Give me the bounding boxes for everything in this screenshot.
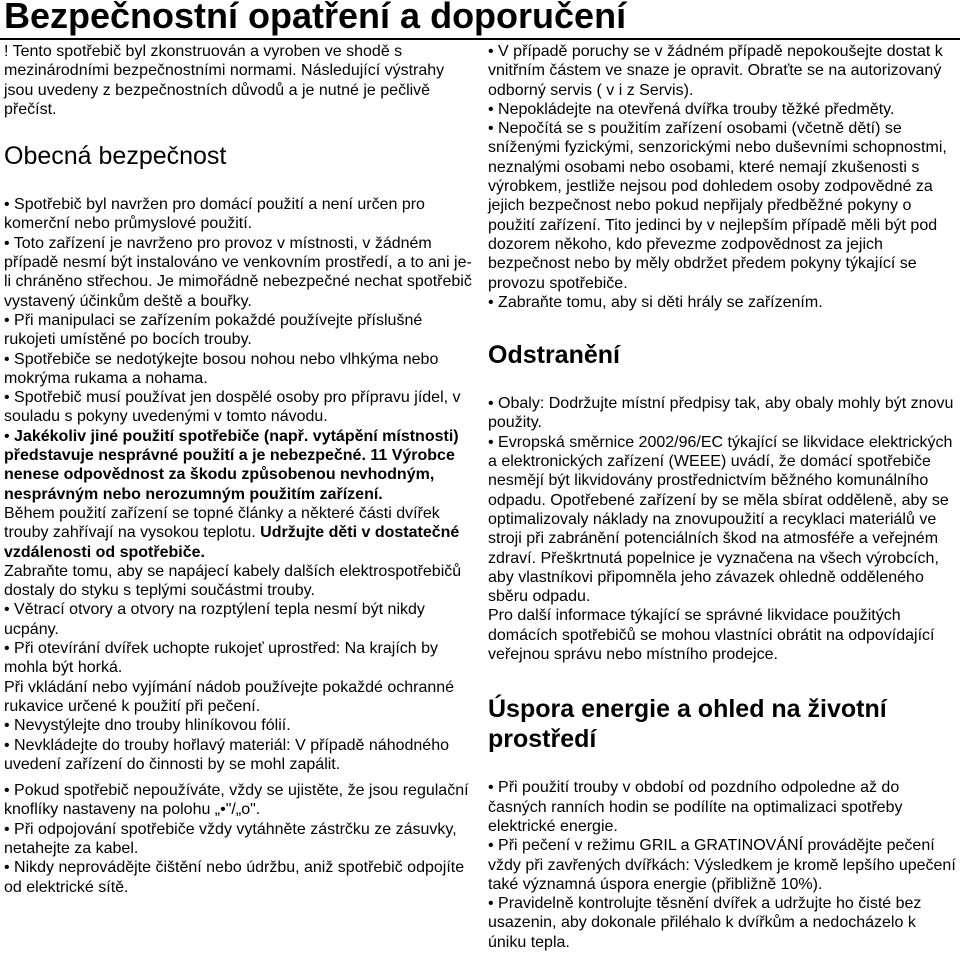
heading-disposal: Odstranění [488,341,620,370]
list-item: • Nikdy neprovádějte čištění nebo údržbu, aniž spotřebič odpojíte od elektrické sítě. [4,858,472,897]
spacer [4,774,472,781]
list-item: • Při otevírání dvířek uchopte rukojeť uprostřed: Na krajích by mohla být horká. [4,639,472,678]
list-item: • Pokud spotřebič nepoužíváte, vždy se ujistěte, že jsou regulační knoflíky nastaveny na polohu „•"/„o". [4,781,472,820]
list-item: • Toto zařízení je navrženo pro provoz v místnosti, v žádném případě nesmí být instalováno ve venkovním prostředí, a to ani je-li chráněno střechou. Je mimořádně nebezpečné nechat spotřebič vystavený účinkům deště a bouřky. [4,234,472,311]
heading-general-safety: Obecná bezpečnost [4,142,227,171]
right-column [488,42,956,952]
paragraph: Zabraňte tomu, aby se napájecí kabely dalších elektrospotřebičů dostaly do styku s teplými součástmi trouby. [4,562,462,600]
list-item: • V případě poruchy se v žádném případě nepokoušejte dostat k vnitřním částem ve snaze je opravit. Obraťte se na autorizovaný odborný servis ( v i z Servis). [488,42,956,100]
list-item: • Při použití trouby v období od pozdního odpoledne až do časných ranních hodin se podílíte na optimalizaci spotřeby elektrické energie. [488,778,956,836]
paragraph-text: Během použití zařízení se topné články a některé části dvířek trouby zahřívají na vysokou teplotu. [4,504,440,542]
list-item: • Při manipulaci se zařízením pokaždé používejte příslušné rukojeti umístěné po bocích trouby. [4,311,472,350]
list-item: • Spotřebiče se nedotýkejte bosou nohou nebo vlhkýma nebo mokrýma rukama a nohama. [4,350,472,389]
paragraph: Při vkládání nebo vyjímání nádob používejte pokaždé ochranné rukavice určené k použití při pečení. [4,678,455,715]
title-rule [0,38,960,40]
list-item: • Větrací otvory a otvory na rozptýlení tepla nesmí být nikdy ucpány. [4,600,472,639]
list-item: • Nevystýlejte dno trouby hliníkovou fólií. [4,716,472,735]
left-column [4,42,472,897]
list-item: • Zabraňte tomu, aby si děti hrály se zařízením. [488,293,956,312]
bold-warning: Udržujte děti v dostatečné vzdálenosti od spotřebiče. [4,524,460,561]
paragraph [4,504,472,562]
heading-energy-saving: Úspora energie a ohled na životní prostředí [488,695,887,754]
list-item-bold [4,427,472,504]
list-item: • Nevkládejte do trouby hořlavý materiál: V případě náhodného uvedení zařízení do činnosti by se mohl zapálit. [4,736,472,775]
list-item: • Pravidelně kontrolujte těsnění dvířek a udržujte ho čisté bez usazenin, aby dokonale přiléhalo k dvířkům a nedocházelo k úniku tepla. [488,894,956,952]
list-item: • Při pečení v režimu GRIL a GRATINOVÁNÍ provádějte pečení vždy při zavřených dvířkách: Výsledkem je kromě lepšího upečení také významná úspora energie (přibližně 10%). [488,836,956,894]
list-item: • Nepočítá se s použitím zařízení osobami (včetně dětí) se sníženými fyzickými, senzorickými nebo duševními schopnostmi, neznalými osobami nebo osobami, které nemají zkušenosti s výrobkem, jestliže nejsou pod dohledem osoby zodpovědné za jejich bezpečnost nebo pokud nepřijaly předběžné pokyny o použití zařízení. Tito jedinci by v nejlepším případě měli být pod dozorem někoho, kdo převezme zodpovědnost za jejich bezpečnost nebo by měly obdržet předem pokyny týkající se provozu spotřebiče. [488,119,956,293]
list-item: • Obaly: Dodržujte místní předpisy tak, aby obaly mohly být znovu použity. [488,394,956,433]
list-item: • Spotřebič byl navržen pro domácí použití a není určen pro komerční nebo průmyslové použití. [4,195,472,234]
paragraph: Pro další informace týkající se správné likvidace použitých domácích spotřebičů se mohou vlastníci obrátit na odpovídající veřejnou správu nebo místního prodejce. [488,607,935,664]
list-item: • Nepokládejte na otevřená dvířka trouby těžké předměty. [488,100,956,119]
list-item: • Spotřebič musí používat jen dospělé osoby pro přípravu jídel, v souladu s pokyny uvedenými v tomto návodu. [4,388,472,427]
list-item: • Při odpojování spotřebiče vždy vytáhněte zástrčku ze zásuvky, netahejte za kabel. [4,820,472,859]
page-title: Bezpečnostní opatření a doporučení [4,0,627,36]
intro-text: ! Tento spotřebič byl zkonstruován a vyroben ve shodě s mezinárodními bezpečnostními normami. Následující výstrahy jsou uvedeny z bezpečnostních důvodů a je nutné je pečlivě přečíst. [4,43,445,118]
bold-warning: Jakékoliv jiné použití spotřebiče (např. vytápění místnosti) představuje nesprávné použití a je nebezpečné. 11 Výrobce nenese odpovědnost za škodu způsobenou nevhodným, nesprávným nebo nerozumným použitím zařízení. [4,427,459,503]
list-item: • Evropská směrnice 2002/96/EC týkající se likvidace elektrických a elektronických zařízení (WEEE) uvádí, že domácí spotřebiče nesmějí být likvidovány prostřednictvím běžného komunálního odpadu. Opotřebené zařízení by se měla sbírat odděleně, aby se optimalizovaly náklady na znovupoužití a recyklaci materiálů ve stroji při zabránění potenciálních škod na atmosféře a veřejném zdraví. Přeškrtnutá popelnice je vyznačena na všech výrobcích, aby vlastníkovi připomněla jeho závazek ohledně odděleného sběru odpadu. [488,433,956,607]
